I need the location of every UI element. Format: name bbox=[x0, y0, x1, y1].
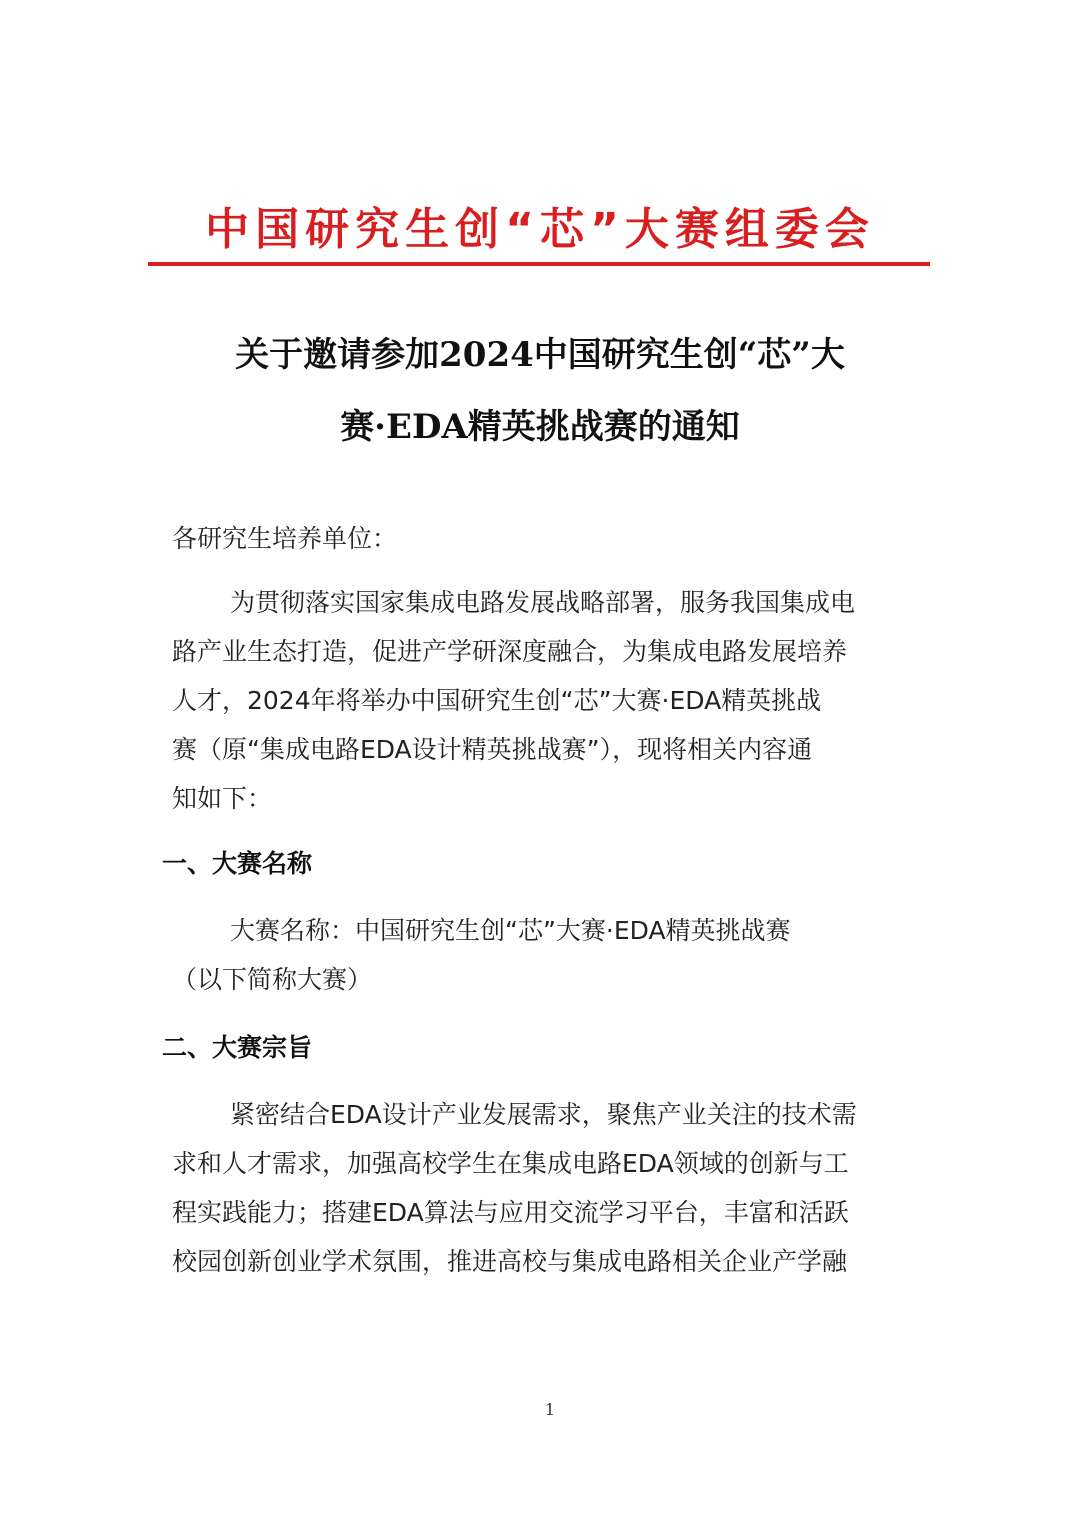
purpose-line: 求和人才需求，加强高校学生在集成电路EDA领域的创新与工 bbox=[172, 1149, 849, 1178]
intro-line: 路产业生态打造，促进产学研深度融合，为集成电路发展培养 bbox=[172, 637, 848, 666]
section-heading-competition-purpose: 二、大赛宗旨 bbox=[162, 1033, 313, 1062]
salutation bbox=[172, 514, 922, 563]
purpose-line: 程实践能力；搭建EDA算法与应用交流学习平台，丰富和活跃 bbox=[172, 1198, 849, 1227]
purpose-line: 紧密结合EDA设计产业发展需求，聚焦产业关注的技术需 bbox=[230, 1100, 857, 1129]
competition-name-line: 大赛名称：中国研究生创“芯”大赛·EDA精英挑战赛 bbox=[230, 916, 791, 945]
intro-line: 人才，2024年将举办中国研究生创“芯”大赛·EDA精英挑战 bbox=[172, 686, 822, 715]
competition-purpose-paragraph bbox=[172, 1090, 922, 1286]
section-heading-competition-name: 一、大赛名称 bbox=[162, 849, 313, 878]
organization-header: 中国研究生创“芯”大赛组委会 bbox=[205, 204, 875, 255]
competition-name-line: （以下简称大赛） bbox=[172, 965, 373, 994]
intro-paragraph bbox=[172, 578, 922, 823]
purpose-line: 校园创新创业学术氛围，推进高校与集成电路相关企业产学融 bbox=[172, 1247, 848, 1276]
document-title-line-1: 关于邀请参加2024中国研究生创“芯”大 bbox=[235, 335, 845, 375]
intro-line: 知如下： bbox=[172, 784, 273, 813]
header-red-rule bbox=[148, 262, 930, 266]
competition-name-paragraph bbox=[172, 906, 922, 1004]
salutation-text: 各研究生培养单位： bbox=[172, 524, 398, 553]
intro-line: 为贯彻落实国家集成电路发展战略部署，服务我国集成电 bbox=[230, 588, 856, 617]
intro-line: 赛（原“集成电路EDA设计精英挑战赛”），现将相关内容通 bbox=[172, 735, 813, 764]
page-number: 1 bbox=[544, 1400, 556, 1419]
document-title-line-2: 赛·EDA精英挑战赛的通知 bbox=[340, 407, 740, 447]
